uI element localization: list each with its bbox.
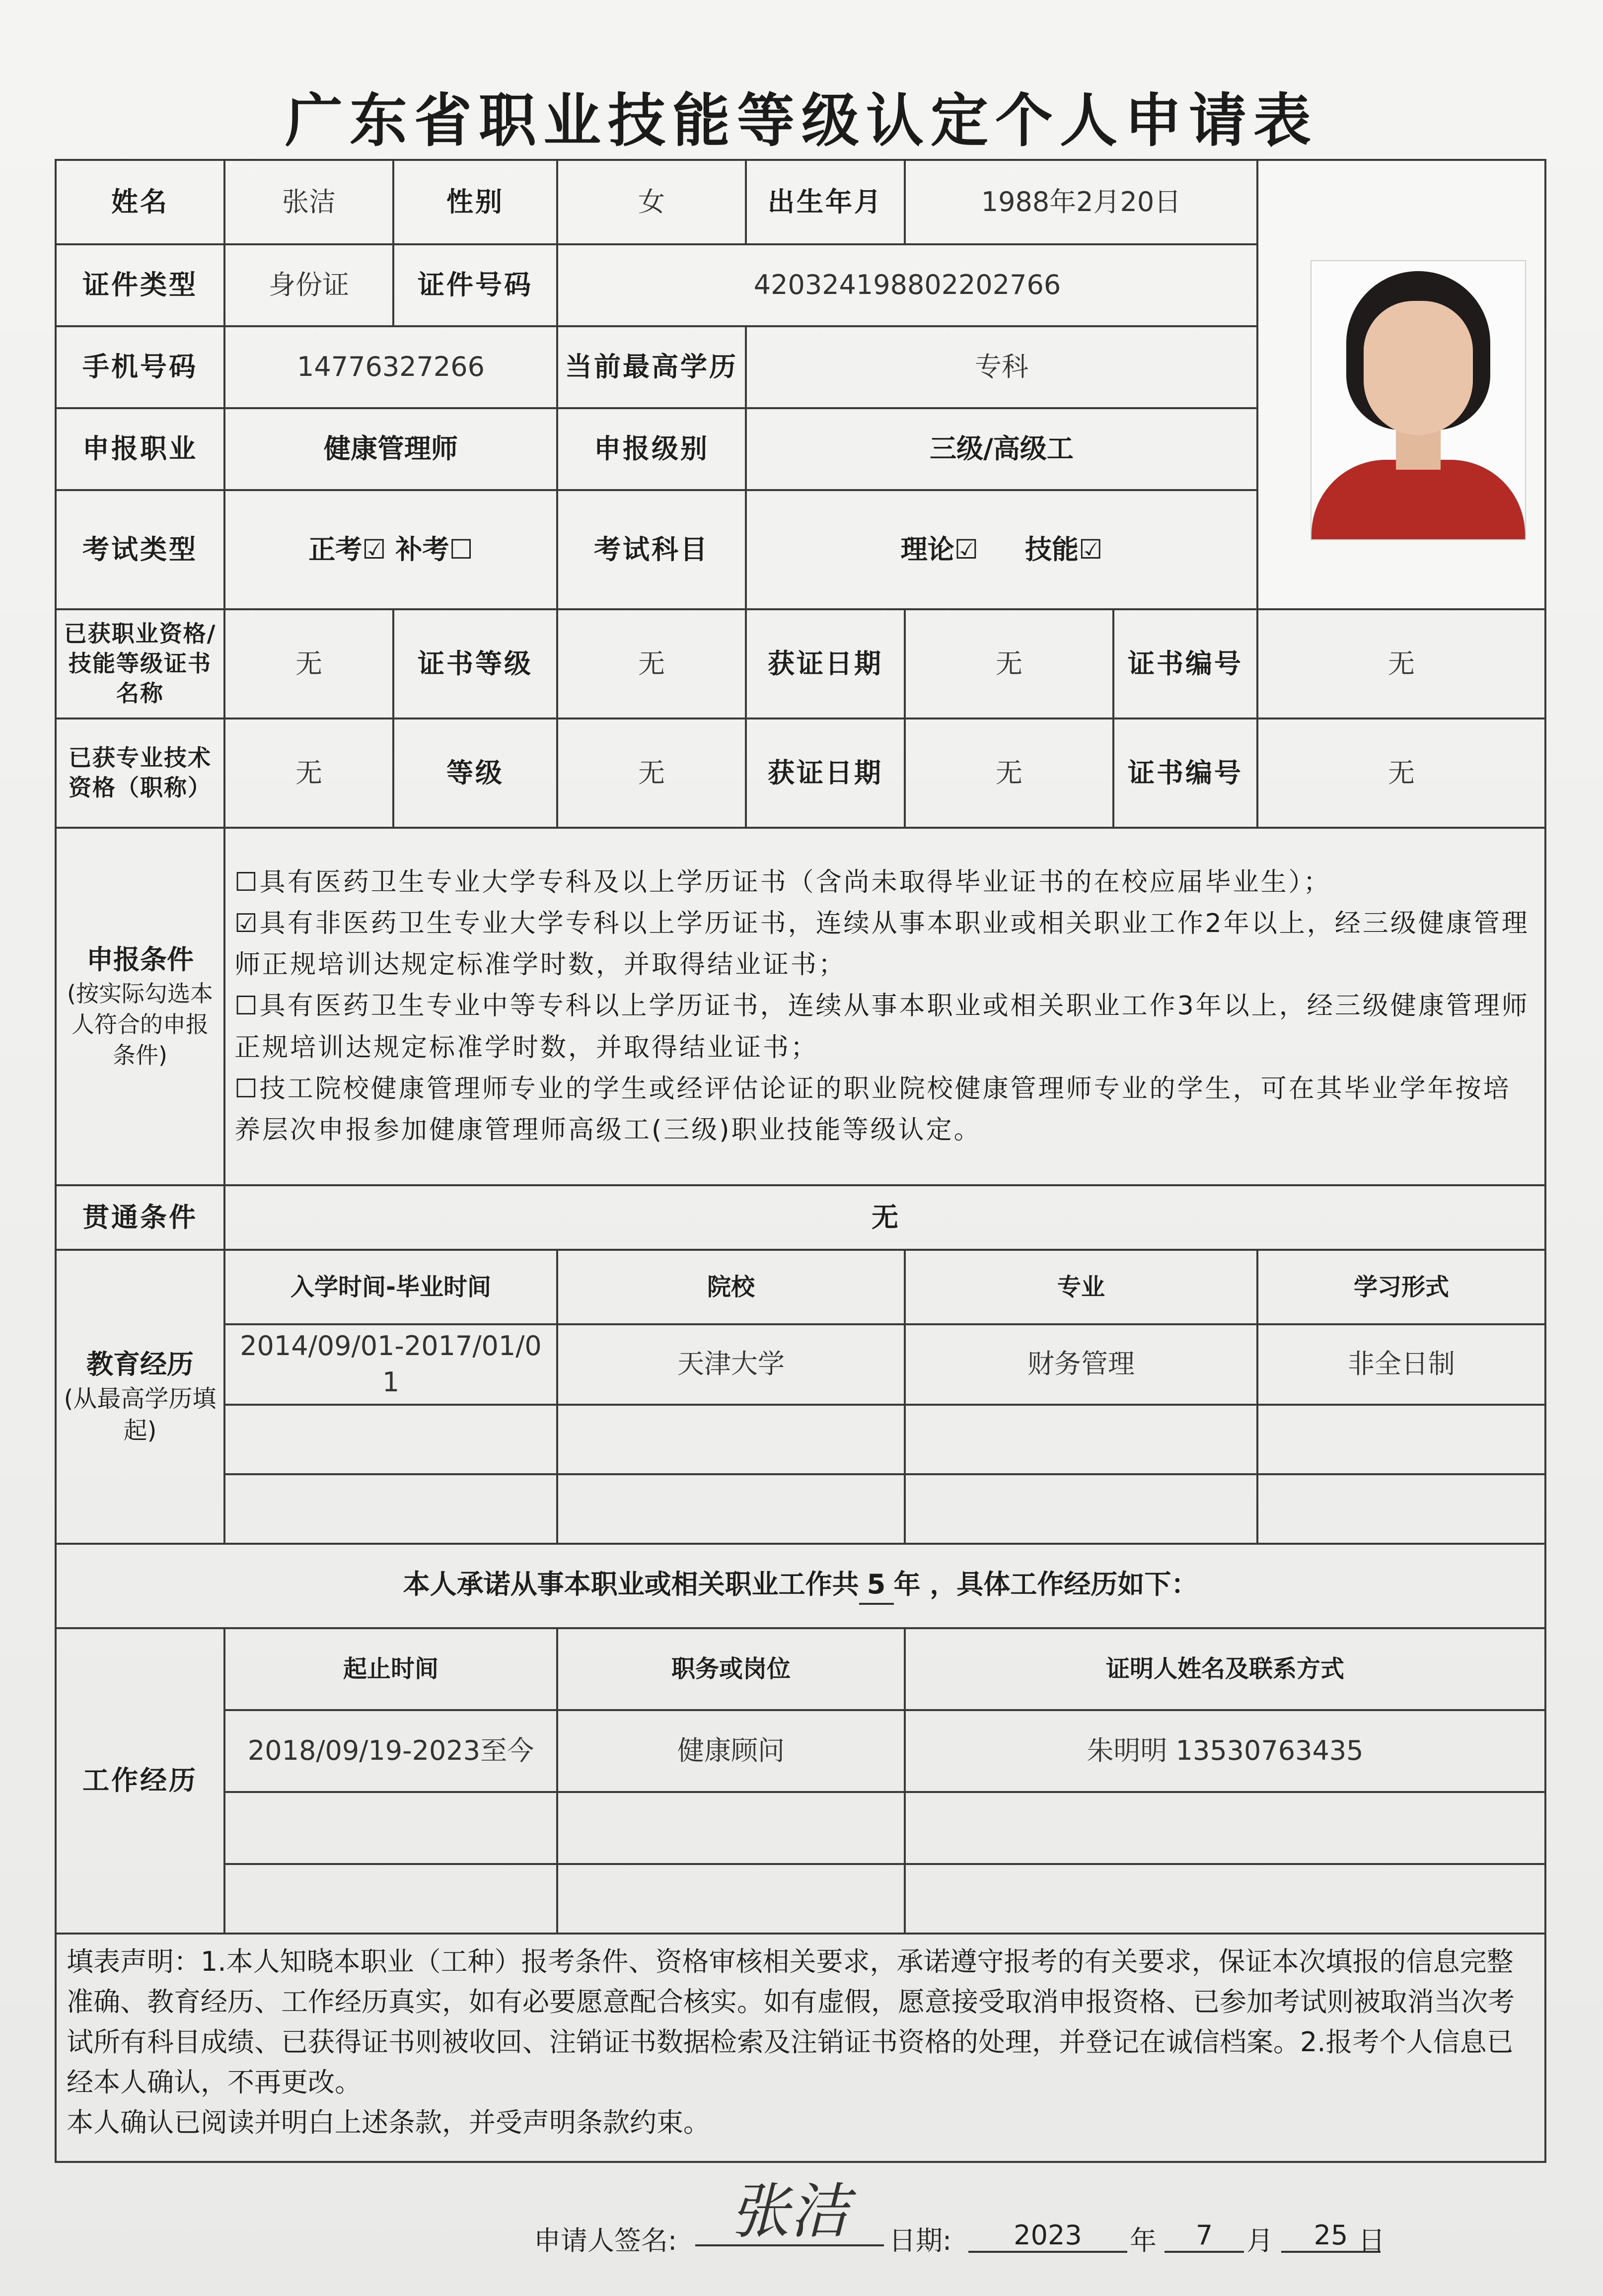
month-unit: 月 xyxy=(1246,2225,1273,2256)
condition-item[interactable]: ☐具有医药卫生专业中等专科以上学历证书，连续从事本职业或相关职业工作3年以上，经三级健康管理师正规培训达规定标准学时数，并取得结业证书； xyxy=(234,991,1530,1063)
edu-header-major: 专业 xyxy=(905,1250,1257,1324)
edu-school-cell: 天津大学 xyxy=(557,1324,905,1405)
form-title: 广东省职业技能等级认定个人申请表 xyxy=(285,87,1318,154)
edu-school-cell xyxy=(557,1474,905,1544)
table-row xyxy=(56,1474,1545,1544)
work-header-reference: 证明人姓名及联系方式 xyxy=(905,1628,1545,1710)
table-row xyxy=(56,1792,1545,1864)
condition-item[interactable]: ☐技工院校健康管理师专业的学生或经评估论证的职业院校健康管理师专业的学生，可在其毕业学年按培养层次申报参加健康管理师高级工(三级)职业技能等级认定。 xyxy=(234,1074,1511,1145)
work-position-cell: 健康顾问 xyxy=(557,1710,905,1792)
name-value: 张洁 xyxy=(224,160,393,244)
cert-no-label: 证书编号 xyxy=(1113,609,1257,718)
work-position-cell xyxy=(557,1864,905,1934)
edu-time-cell xyxy=(224,1405,557,1474)
qual-cert-label: 已获职业资格/技能等级证书名称 xyxy=(56,609,224,718)
phone-value: 14776327266 xyxy=(224,326,557,408)
birth-label: 出生年月 xyxy=(746,160,905,244)
level-label: 申报级别 xyxy=(557,408,746,490)
level-value: 三级/高级工 xyxy=(746,408,1257,490)
year-unit: 年 xyxy=(1130,2225,1157,2256)
tech-cert-label: 已获专业技术资格（职称） xyxy=(56,718,224,828)
date-label: 日期: xyxy=(889,2225,952,2256)
through-value: 无 xyxy=(224,1185,1545,1250)
work-label: 工作经历 xyxy=(56,1628,224,1934)
edu-major-cell xyxy=(905,1405,1257,1474)
declaration-text: 填表声明：1.本人知晓本职业（工种）报考条件、资格审核相关要求，承诺遵守报考的有关要求，保证本次填报的信息完整准确、教育经历、工作经历真实，如有必要愿意配合核实。如有虚假，愿意接受取消申报资格、已参加考试则被取消当次考试所有科目成绩、已获得证书则被收回、注销证书数据检索及注销证书资格的处理，并登记在诚信档案。2.报考个人信息已经本人确认，不再更改。 xyxy=(67,1945,1515,2098)
edu-header-school: 院校 xyxy=(557,1250,905,1324)
qual-cert-value: 无 xyxy=(224,609,393,718)
conditions-label-cell xyxy=(56,828,224,1185)
edu-header-time: 入学时间-毕业时间 xyxy=(224,1250,557,1324)
edu-time-cell xyxy=(224,1474,557,1544)
conditions-note: (按实际勾选本人符合的申报条件) xyxy=(67,980,213,1069)
day-unit: 日 xyxy=(1358,2225,1385,2256)
tech-cert-value: 无 xyxy=(224,718,393,828)
table-row xyxy=(56,1710,1545,1792)
work-header-time: 起止时间 xyxy=(224,1628,557,1710)
work-reference-cell xyxy=(905,1864,1545,1934)
work-time-cell xyxy=(224,1864,557,1934)
applicant-photo xyxy=(1311,260,1526,540)
edu-header-form: 学习形式 xyxy=(1257,1250,1545,1324)
phone-label: 手机号码 xyxy=(56,326,224,408)
id-no-value: 420324198802202766 xyxy=(557,244,1257,326)
edu-note: (从最高学历填起) xyxy=(64,1384,217,1445)
date-month[interactable]: 7 xyxy=(1165,2220,1244,2253)
tech-date-value: 无 xyxy=(905,718,1113,828)
work-header-position: 职务或岗位 xyxy=(557,1628,905,1710)
work-reference-cell: 朱明明 13530763435 xyxy=(905,1710,1545,1792)
conditions-list xyxy=(224,828,1545,1185)
condition-item[interactable]: ☑具有非医药卫生专业大学专科以上学历证书，连续从事本职业或相关职业工作2年以上，经三级健康管理师正规培训达规定标准学时数，并取得结业证书； xyxy=(234,909,1530,980)
exam-subject-label: 考试科目 xyxy=(557,490,746,609)
work-years: 5 xyxy=(859,1567,894,1605)
date-day[interactable]: 25 xyxy=(1281,2220,1381,2253)
signature-label: 申请人签名: xyxy=(534,2225,677,2256)
edu-label: 教育经历 xyxy=(86,1348,194,1380)
edu-form-cell xyxy=(1257,1474,1545,1544)
application-table xyxy=(55,159,1546,2163)
id-type-label: 证件类型 xyxy=(56,244,224,326)
work-time-cell xyxy=(224,1792,557,1864)
conditions-label: 申报条件 xyxy=(86,944,194,976)
edu-major-cell: 财务管理 xyxy=(905,1324,1257,1405)
work-promise xyxy=(56,1544,1545,1628)
theory-checkbox: 理论☑ xyxy=(900,533,978,565)
condition-item[interactable]: ☐具有医药卫生专业大学专科及以上学历证书（含尚未取得毕业证书的在校应届毕业生）； xyxy=(234,867,1331,897)
work-promise-prefix: 本人承诺从事本职业或相关职业工作共 xyxy=(403,1569,859,1600)
cert-date-label: 获证日期 xyxy=(746,609,905,718)
table-row xyxy=(56,1405,1545,1474)
cert-level-label: 证书等级 xyxy=(393,609,557,718)
skill-checkbox: 技能☑ xyxy=(1025,533,1103,565)
table-row xyxy=(56,1324,1545,1405)
tech-date-label: 获证日期 xyxy=(746,718,905,828)
cert-no-value: 无 xyxy=(1257,609,1545,718)
exam-type-value: 正考☑ 补考☐ xyxy=(224,490,557,609)
education-label: 当前最高学历 xyxy=(557,326,746,408)
exam-subject-value xyxy=(746,490,1257,609)
declaration-cell xyxy=(56,1934,1545,2162)
edu-form-cell xyxy=(1257,1405,1545,1474)
photo-cell xyxy=(1257,160,1545,609)
tech-no-value: 无 xyxy=(1257,718,1545,828)
tech-no-label: 证书编号 xyxy=(1113,718,1257,828)
edu-school-cell xyxy=(557,1405,905,1474)
edu-time-cell: 2014/09/01-2017/01/01 xyxy=(224,1324,557,1405)
gender-label: 性别 xyxy=(393,160,557,244)
tech-level-label: 等级 xyxy=(393,718,557,828)
occupation-label: 申报职业 xyxy=(56,408,224,490)
work-reference-cell xyxy=(905,1792,1545,1864)
id-type-value: 身份证 xyxy=(224,244,393,326)
id-no-label: 证件号码 xyxy=(393,244,557,326)
name-label: 姓名 xyxy=(56,160,224,244)
date-year[interactable]: 2023 xyxy=(968,2220,1127,2253)
exam-type-label: 考试类型 xyxy=(56,490,224,609)
work-position-cell xyxy=(557,1792,905,1864)
gender-value: 女 xyxy=(557,160,746,244)
signature-name[interactable]: 张洁 xyxy=(695,2180,884,2246)
tech-level-value: 无 xyxy=(557,718,746,828)
cert-date-value: 无 xyxy=(905,609,1113,718)
edu-major-cell xyxy=(905,1474,1257,1544)
work-time-cell: 2018/09/19-2023至今 xyxy=(224,1710,557,1792)
occupation-value: 健康管理师 xyxy=(224,408,557,490)
education-value: 专科 xyxy=(746,326,1257,408)
work-promise-suffix: 年 ，具体工作经历如下： xyxy=(893,1569,1198,1600)
edu-label-cell xyxy=(56,1250,224,1544)
confirm-text: 本人确认已阅读并明白上述条款，并受声明条款约束。 xyxy=(67,2106,710,2138)
table-row xyxy=(56,1864,1545,1934)
cert-level-value: 无 xyxy=(557,609,746,718)
through-label: 贯通条件 xyxy=(56,1185,224,1250)
edu-form-cell: 非全日制 xyxy=(1257,1324,1545,1405)
birth-value: 1988年2月20日 xyxy=(905,160,1257,244)
